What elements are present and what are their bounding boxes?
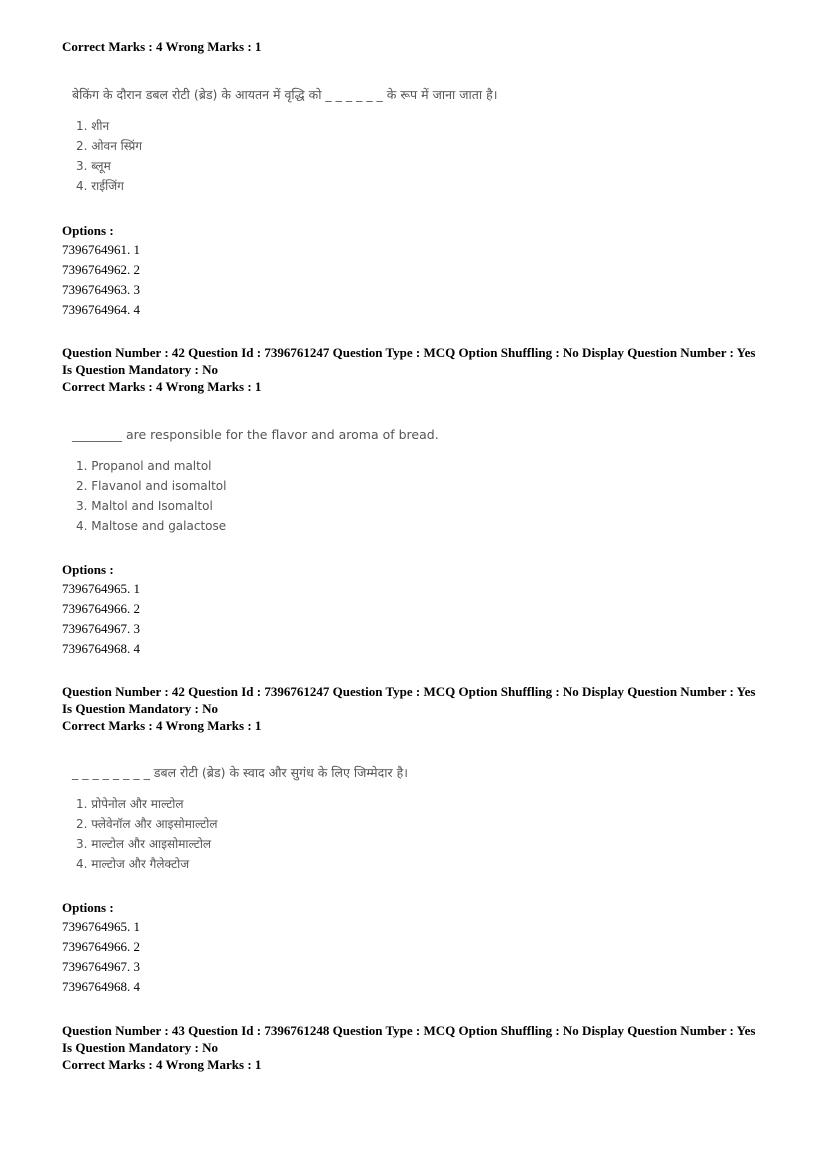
option-row: 7396764967. 3	[62, 959, 140, 974]
choice-item: 3. Maltol and Isomaltol	[76, 499, 213, 513]
options-label: Options :	[62, 900, 114, 915]
choice-item: 3. माल्टोल और आइसोमाल्टोल	[76, 837, 212, 851]
question-meta-line: Question Number : 43 Question Id : 7396761248 Question Type : MCQ Option Shuffling : No Display Question Number : Yes	[62, 1023, 756, 1038]
choice-item: 4. राईजिंग	[76, 179, 124, 193]
choice-item: 1. Propanol and maltol	[76, 459, 212, 473]
top-marks-line: Correct Marks : 4 Wrong Marks : 1	[62, 39, 262, 54]
question-meta-q43	[62, 1022, 782, 1073]
marks-line: Correct Marks : 4 Wrong Marks : 1	[62, 379, 262, 394]
option-row: 7396764962. 2	[62, 262, 140, 277]
options-label: Options :	[62, 562, 114, 577]
mandatory-line: Is Question Mandatory : No	[62, 701, 219, 716]
mandatory-line: Is Question Mandatory : No	[62, 362, 219, 377]
mandatory-line: Is Question Mandatory : No	[62, 1040, 219, 1055]
choice-list	[62, 116, 622, 196]
option-row: 7396764966. 2	[62, 601, 140, 616]
options-block-q42-english	[62, 561, 782, 659]
options-block-q42-hindi	[62, 899, 782, 997]
options-block-q41	[62, 222, 782, 320]
option-row: 7396764966. 2	[62, 939, 140, 954]
option-row: 7396764967. 3	[62, 621, 140, 636]
choice-item: 1. शीन	[76, 119, 110, 133]
choice-item: 4. माल्टोज और गैलेक्टोज	[76, 857, 190, 871]
question-meta-q42-hindi	[62, 683, 782, 734]
question-stem: _ _ _ _ _ _ _ _ डबल रोटी (ब्रेड) के स्वाद और सुगंध के लिए जिम्मेदार है।	[72, 765, 408, 780]
question-image-q42-english	[62, 426, 622, 536]
choice-item: 4. Maltose and galactose	[76, 519, 227, 533]
question-image-q42-hindi	[62, 764, 622, 874]
option-row: 7396764961. 1	[62, 242, 140, 257]
marks-line: Correct Marks : 4 Wrong Marks : 1	[62, 1057, 262, 1072]
choice-item: 1. प्रोपेनोल और माल्टोल	[76, 797, 184, 811]
option-row: 7396764968. 4	[62, 641, 140, 656]
question-meta-line: Question Number : 42 Question Id : 7396761247 Question Type : MCQ Option Shuffling : No Display Question Number : Yes	[62, 345, 756, 360]
option-row: 7396764965. 1	[62, 919, 140, 934]
question-image-q41-hindi	[62, 86, 622, 196]
marks-line: Correct Marks : 4 Wrong Marks : 1	[62, 718, 262, 733]
question-stem: बेकिंग के दौरान डबल रोटी (ब्रेड) के आयतन में वृद्धि को _ _ _ _ _ _ के रूप में जाना जाता है।	[72, 87, 498, 102]
option-row: 7396764964. 4	[62, 302, 140, 317]
choice-item: 3. ब्लूम	[76, 159, 111, 173]
option-row: 7396764963. 3	[62, 282, 140, 297]
choice-item: 2. ओवन स्प्रिंग	[76, 139, 143, 153]
choice-item: 2. Flavanol and isomaltol	[76, 479, 227, 493]
choice-item: 2. फ्लेवेनॉल और आइसोमाल्टोल	[76, 817, 218, 831]
question-meta-line: Question Number : 42 Question Id : 7396761247 Question Type : MCQ Option Shuffling : No Display Question Number : Yes	[62, 684, 756, 699]
choice-list	[62, 794, 622, 874]
option-row: 7396764965. 1	[62, 581, 140, 596]
choice-list	[62, 456, 622, 536]
question-stem: ________ are responsible for the flavor and aroma of bread.	[72, 427, 439, 442]
options-label: Options :	[62, 223, 114, 238]
option-row: 7396764968. 4	[62, 979, 140, 994]
question-meta-q42-english	[62, 344, 782, 395]
